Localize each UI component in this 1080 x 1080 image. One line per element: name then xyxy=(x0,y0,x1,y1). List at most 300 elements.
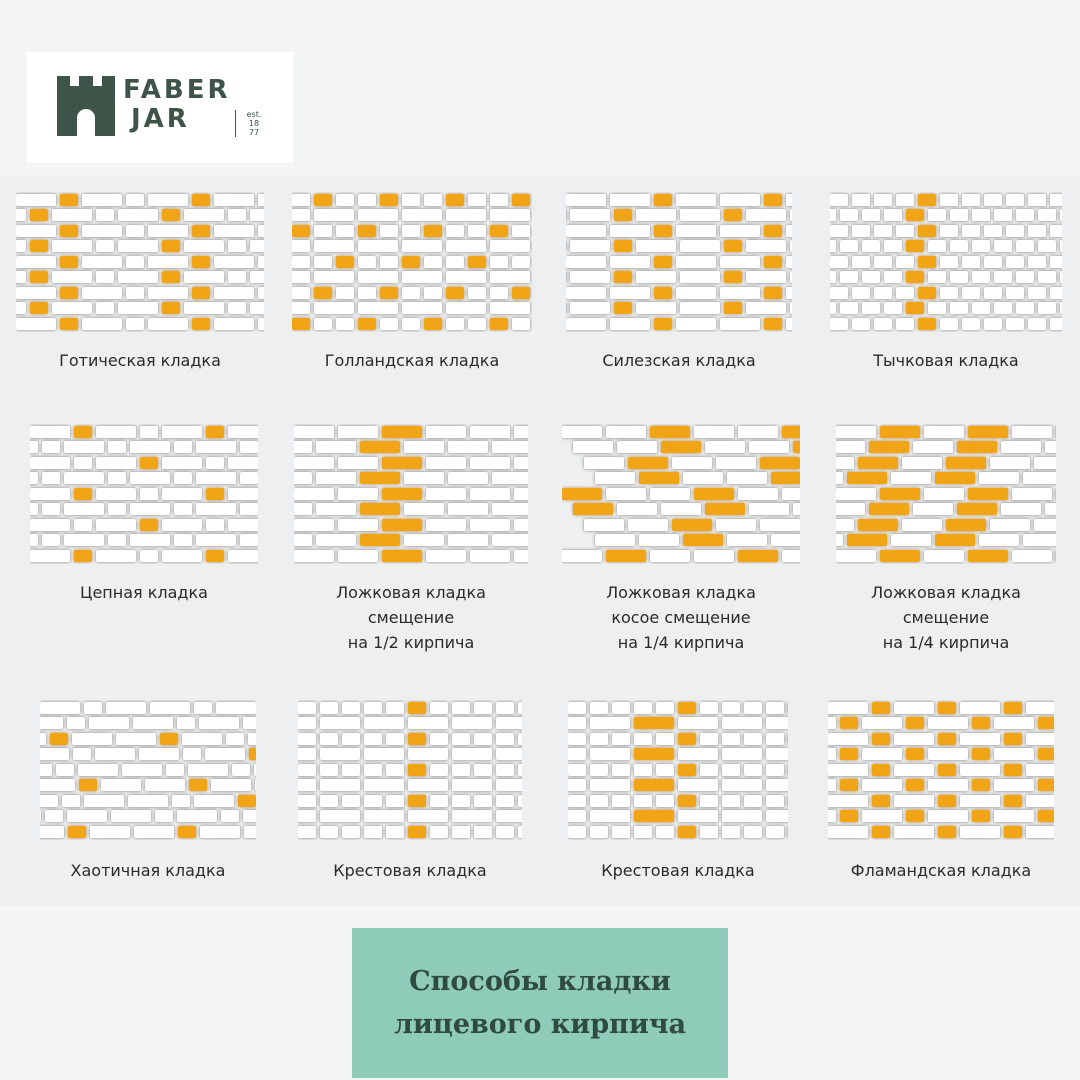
accent-brick xyxy=(573,503,613,515)
caption-line: Цепная кладка xyxy=(80,583,208,602)
accent-brick xyxy=(1004,795,1022,807)
brick xyxy=(570,302,610,314)
title-line-1: Способы кладки xyxy=(409,966,671,997)
brick xyxy=(1026,733,1054,745)
brick xyxy=(636,271,676,283)
accent-brick xyxy=(764,256,782,268)
brick xyxy=(358,209,398,221)
accent-brick xyxy=(764,287,782,299)
accent-brick xyxy=(840,748,858,760)
brick xyxy=(790,302,792,314)
accent-brick xyxy=(358,225,376,237)
brick xyxy=(72,733,112,745)
brick xyxy=(1012,426,1052,438)
brick-pattern-1 xyxy=(16,192,264,332)
accent-brick xyxy=(380,194,398,206)
brick xyxy=(206,519,224,531)
brick xyxy=(177,810,217,822)
brick xyxy=(133,717,173,729)
pattern-caption-7 xyxy=(552,580,810,655)
brick xyxy=(700,702,718,714)
accent-brick xyxy=(678,702,696,714)
brick xyxy=(452,795,470,807)
brick xyxy=(661,503,701,515)
brick xyxy=(78,764,118,776)
accent-brick xyxy=(382,488,422,500)
brick xyxy=(1023,472,1056,484)
brick xyxy=(298,810,316,822)
accent-brick xyxy=(957,503,997,515)
brick xyxy=(200,826,240,838)
brick xyxy=(320,764,338,776)
brick xyxy=(950,209,968,221)
brick xyxy=(140,550,158,562)
brick xyxy=(634,795,652,807)
brick xyxy=(830,256,848,268)
brick xyxy=(830,287,848,299)
accent-brick xyxy=(60,194,78,206)
brick xyxy=(1060,302,1062,314)
accent-brick xyxy=(360,534,400,546)
brick xyxy=(402,318,420,330)
accent-brick xyxy=(382,457,422,469)
brick xyxy=(962,225,980,237)
brick xyxy=(386,702,404,714)
pattern-caption-3 xyxy=(556,348,802,373)
brick xyxy=(1028,256,1046,268)
accent-brick xyxy=(634,717,674,729)
accent-brick xyxy=(938,826,956,838)
brick xyxy=(426,488,466,500)
brick xyxy=(610,287,650,299)
accent-brick xyxy=(606,550,646,562)
brick xyxy=(960,795,1000,807)
brick xyxy=(40,795,58,807)
brick xyxy=(634,702,652,714)
brick xyxy=(424,194,442,206)
brick xyxy=(766,748,788,760)
brick-pattern-3 xyxy=(566,192,792,332)
brick xyxy=(766,702,784,714)
brick xyxy=(1012,550,1052,562)
brick xyxy=(292,194,310,206)
brick xyxy=(148,318,188,330)
brick xyxy=(610,318,650,330)
pattern-caption-12 xyxy=(818,858,1064,883)
brick xyxy=(1006,287,1024,299)
brick-pattern-9 xyxy=(40,700,256,840)
brick xyxy=(402,194,420,206)
caption-line: Фламандская кладка xyxy=(850,861,1032,880)
brick xyxy=(448,534,488,546)
brick xyxy=(40,810,41,822)
brick xyxy=(496,733,514,745)
brick xyxy=(676,256,716,268)
brick xyxy=(228,550,258,562)
accent-brick xyxy=(30,209,48,221)
brick xyxy=(96,519,136,531)
brick xyxy=(514,519,528,531)
brick xyxy=(639,534,679,546)
brick xyxy=(678,810,718,822)
accent-brick xyxy=(68,826,86,838)
brick xyxy=(316,472,356,484)
brick xyxy=(722,717,762,729)
accent-brick xyxy=(724,240,742,252)
brick xyxy=(612,702,630,714)
logo xyxy=(27,52,293,163)
brick xyxy=(320,826,338,838)
accent-brick xyxy=(654,318,672,330)
accent-brick xyxy=(30,271,48,283)
accent-brick xyxy=(336,256,354,268)
brick xyxy=(612,733,630,745)
brick xyxy=(364,764,382,776)
brick xyxy=(122,764,162,776)
accent-brick xyxy=(408,702,426,714)
brick xyxy=(678,779,718,791)
brick xyxy=(40,764,52,776)
accent-brick xyxy=(360,503,400,515)
brick xyxy=(358,302,398,314)
brick xyxy=(292,256,310,268)
brick xyxy=(828,810,836,822)
brick xyxy=(694,550,734,562)
brick xyxy=(64,441,104,453)
accent-brick xyxy=(614,209,632,221)
accent-brick xyxy=(402,256,420,268)
brick xyxy=(1050,225,1062,237)
brick xyxy=(89,717,129,729)
brick xyxy=(746,209,786,221)
accent-brick xyxy=(512,194,530,206)
brick xyxy=(386,795,404,807)
accent-brick xyxy=(238,795,256,807)
brick xyxy=(342,795,360,807)
brick xyxy=(338,457,378,469)
pattern-caption-9 xyxy=(30,858,266,883)
brick xyxy=(940,225,958,237)
brick xyxy=(994,717,1034,729)
brick xyxy=(650,488,690,500)
accent-brick xyxy=(314,194,332,206)
brick xyxy=(1026,795,1054,807)
accent-brick xyxy=(468,256,486,268)
brick xyxy=(424,287,442,299)
pattern-caption-6 xyxy=(284,580,538,655)
accent-brick xyxy=(724,271,742,283)
accent-brick xyxy=(512,287,530,299)
brick xyxy=(862,779,902,791)
accent-brick xyxy=(424,225,442,237)
brick xyxy=(1050,287,1062,299)
brick xyxy=(960,826,1000,838)
brick xyxy=(994,748,1034,760)
brick xyxy=(64,472,104,484)
brick xyxy=(298,795,316,807)
brick xyxy=(183,748,201,760)
brick xyxy=(298,733,316,745)
brick xyxy=(470,426,510,438)
accent-brick xyxy=(1004,826,1022,838)
brick xyxy=(828,702,868,714)
brick xyxy=(148,256,188,268)
brick xyxy=(828,764,868,776)
brick xyxy=(1060,209,1062,221)
brick xyxy=(16,318,56,330)
brick xyxy=(766,779,788,791)
brick xyxy=(250,240,264,252)
brick xyxy=(430,795,448,807)
brick xyxy=(358,194,376,206)
brick xyxy=(130,503,170,515)
brick xyxy=(828,733,868,745)
brick xyxy=(830,318,848,330)
brick xyxy=(874,318,892,330)
accent-brick xyxy=(869,503,909,515)
brick xyxy=(298,779,316,791)
accent-brick xyxy=(192,225,210,237)
brick xyxy=(492,472,528,484)
brick xyxy=(118,271,158,283)
accent-brick xyxy=(654,225,672,237)
brick xyxy=(744,733,762,745)
brick xyxy=(130,441,170,453)
brick xyxy=(568,733,586,745)
brick xyxy=(570,271,610,283)
brick xyxy=(766,764,784,776)
brick xyxy=(1060,271,1062,283)
brick xyxy=(617,503,657,515)
brick xyxy=(240,472,258,484)
accent-brick xyxy=(140,519,158,531)
accent-brick xyxy=(60,287,78,299)
pattern-caption-5 xyxy=(20,580,268,605)
brick xyxy=(828,717,836,729)
accent-brick xyxy=(935,472,975,484)
accent-brick xyxy=(562,488,602,500)
brick xyxy=(766,810,788,822)
brick-pattern-8 xyxy=(836,424,1056,564)
accent-brick xyxy=(938,764,956,776)
accent-brick xyxy=(906,717,924,729)
brick xyxy=(452,826,470,838)
brick xyxy=(126,256,144,268)
brick xyxy=(950,271,968,283)
brick xyxy=(928,240,946,252)
brick xyxy=(678,717,718,729)
accent-brick xyxy=(79,779,97,791)
brick xyxy=(490,302,530,314)
brick xyxy=(30,472,38,484)
brick xyxy=(364,702,382,714)
brick xyxy=(16,209,26,221)
brick xyxy=(162,457,202,469)
accent-brick xyxy=(382,426,422,438)
brand-name xyxy=(123,75,231,134)
brick xyxy=(492,534,528,546)
accent-brick xyxy=(1004,764,1022,776)
accent-brick xyxy=(614,302,632,314)
pattern-caption-1 xyxy=(6,348,274,373)
brick xyxy=(320,748,360,760)
brick xyxy=(518,702,522,714)
brick xyxy=(52,271,92,283)
brick xyxy=(836,488,876,500)
brick xyxy=(182,733,222,745)
accent-brick xyxy=(1004,702,1022,714)
brick xyxy=(338,426,378,438)
brick xyxy=(364,795,382,807)
accent-brick xyxy=(972,779,990,791)
accent-brick xyxy=(880,488,920,500)
brick xyxy=(862,717,902,729)
brick xyxy=(430,826,448,838)
accent-brick xyxy=(782,426,800,438)
accent-brick xyxy=(380,287,398,299)
brick xyxy=(852,256,870,268)
brick xyxy=(408,810,448,822)
brick xyxy=(254,764,256,776)
brick xyxy=(514,426,528,438)
brick xyxy=(358,287,376,299)
brick xyxy=(716,519,756,531)
brick xyxy=(184,302,224,314)
brick xyxy=(490,256,508,268)
accent-brick xyxy=(1004,733,1022,745)
brick xyxy=(570,240,610,252)
brick xyxy=(862,748,902,760)
brick xyxy=(404,472,444,484)
brick xyxy=(101,779,141,791)
accent-brick xyxy=(872,764,890,776)
brick xyxy=(174,534,192,546)
brick xyxy=(793,503,800,515)
brick xyxy=(196,441,236,453)
brick xyxy=(514,488,528,500)
accent-brick xyxy=(872,702,890,714)
brick xyxy=(720,194,760,206)
brick xyxy=(446,209,486,221)
brick xyxy=(590,717,630,729)
brick xyxy=(82,194,122,206)
brick xyxy=(1034,519,1056,531)
brick xyxy=(294,519,334,531)
brick xyxy=(496,764,514,776)
brick xyxy=(82,318,122,330)
brick xyxy=(430,702,448,714)
brick xyxy=(720,287,760,299)
brick xyxy=(118,240,158,252)
brick xyxy=(228,519,258,531)
brick xyxy=(446,318,464,330)
accent-brick xyxy=(639,472,679,484)
brick xyxy=(786,318,792,330)
title-line-2: лицевого кирпича xyxy=(393,1009,687,1040)
brick xyxy=(196,503,236,515)
accent-brick xyxy=(162,302,180,314)
pattern-caption-8 xyxy=(826,580,1066,655)
brick xyxy=(862,271,880,283)
brick xyxy=(448,441,488,453)
brick xyxy=(177,717,195,729)
brick xyxy=(56,764,74,776)
brick xyxy=(612,764,630,776)
accent-brick xyxy=(858,457,898,469)
accent-brick xyxy=(50,733,68,745)
brick xyxy=(386,764,404,776)
pattern-caption-2 xyxy=(282,348,542,373)
brick xyxy=(1034,457,1056,469)
brick xyxy=(830,225,848,237)
brick xyxy=(126,287,144,299)
brick xyxy=(294,441,312,453)
accent-brick xyxy=(1038,748,1054,760)
brick xyxy=(610,256,650,268)
caption-line: Силезская кладка xyxy=(602,351,756,370)
brick xyxy=(786,194,792,206)
brick xyxy=(1028,287,1046,299)
brick xyxy=(676,225,716,237)
brick xyxy=(590,764,608,776)
brick xyxy=(140,488,158,500)
accent-brick xyxy=(683,534,723,546)
brick xyxy=(746,271,786,283)
accent-brick xyxy=(206,488,224,500)
brick xyxy=(40,779,75,791)
brick xyxy=(468,225,486,237)
brick xyxy=(782,488,800,500)
brick xyxy=(74,457,92,469)
brick xyxy=(940,194,958,206)
brick xyxy=(990,519,1030,531)
brick xyxy=(928,271,946,283)
brick-pattern-2 xyxy=(292,192,532,332)
brick xyxy=(64,534,104,546)
brick xyxy=(590,779,630,791)
brick xyxy=(568,702,586,714)
brick xyxy=(590,810,630,822)
accent-brick xyxy=(446,287,464,299)
brick xyxy=(446,225,464,237)
brick xyxy=(446,256,464,268)
brick xyxy=(746,302,786,314)
brick xyxy=(108,441,126,453)
brick xyxy=(828,748,836,760)
brick xyxy=(474,764,492,776)
brick xyxy=(214,225,254,237)
brand-line-2: JAR xyxy=(131,104,190,134)
accent-brick xyxy=(678,733,696,745)
brick xyxy=(950,302,968,314)
brick xyxy=(298,702,316,714)
pattern-caption-4 xyxy=(820,348,1072,373)
brick xyxy=(320,795,338,807)
brick xyxy=(606,426,646,438)
brick xyxy=(830,209,836,221)
brick xyxy=(243,717,256,729)
brick xyxy=(358,240,398,252)
brick xyxy=(566,194,606,206)
brick xyxy=(972,209,990,221)
brick xyxy=(162,426,202,438)
brick xyxy=(162,550,202,562)
accent-brick xyxy=(760,457,800,469)
brick xyxy=(294,550,334,562)
brick xyxy=(30,503,38,515)
accent-brick xyxy=(634,779,674,791)
brick xyxy=(184,271,224,283)
